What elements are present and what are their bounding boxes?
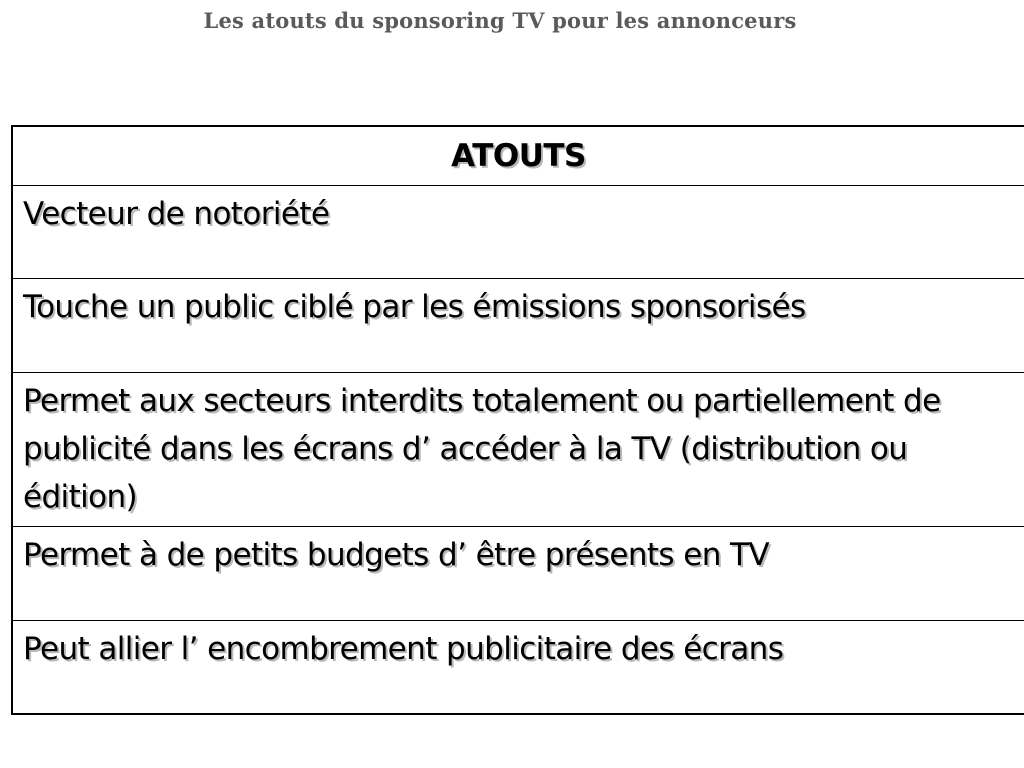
table-header-row (12, 126, 1024, 186)
table-row (12, 373, 1024, 527)
table-row (12, 186, 1024, 279)
atouts-table (11, 125, 1024, 715)
table-row (12, 527, 1024, 621)
table-cell: Peut allier l’ encombrement publicitaire des écrans (23, 631, 784, 667)
slide-title: Les atouts du sponsoring TV pour les annonceurs (203, 8, 797, 33)
table-row (12, 621, 1024, 715)
table-header-atouts: ATOUTS (12, 126, 1024, 186)
table-cell: Permet à de petits budgets d’ être présents en TV (12, 527, 1024, 621)
table-cell: Touche un public ciblé par les émissions sponsorisés (12, 279, 1024, 373)
table-cell: Vecteur de notoriété (12, 186, 1024, 279)
table-cell: Permet aux secteurs interdits totalement ou partiellement de publicité dans les écrans d’ accéder à la TV (distribution ou édition) (12, 373, 1024, 527)
table-row (12, 279, 1024, 373)
